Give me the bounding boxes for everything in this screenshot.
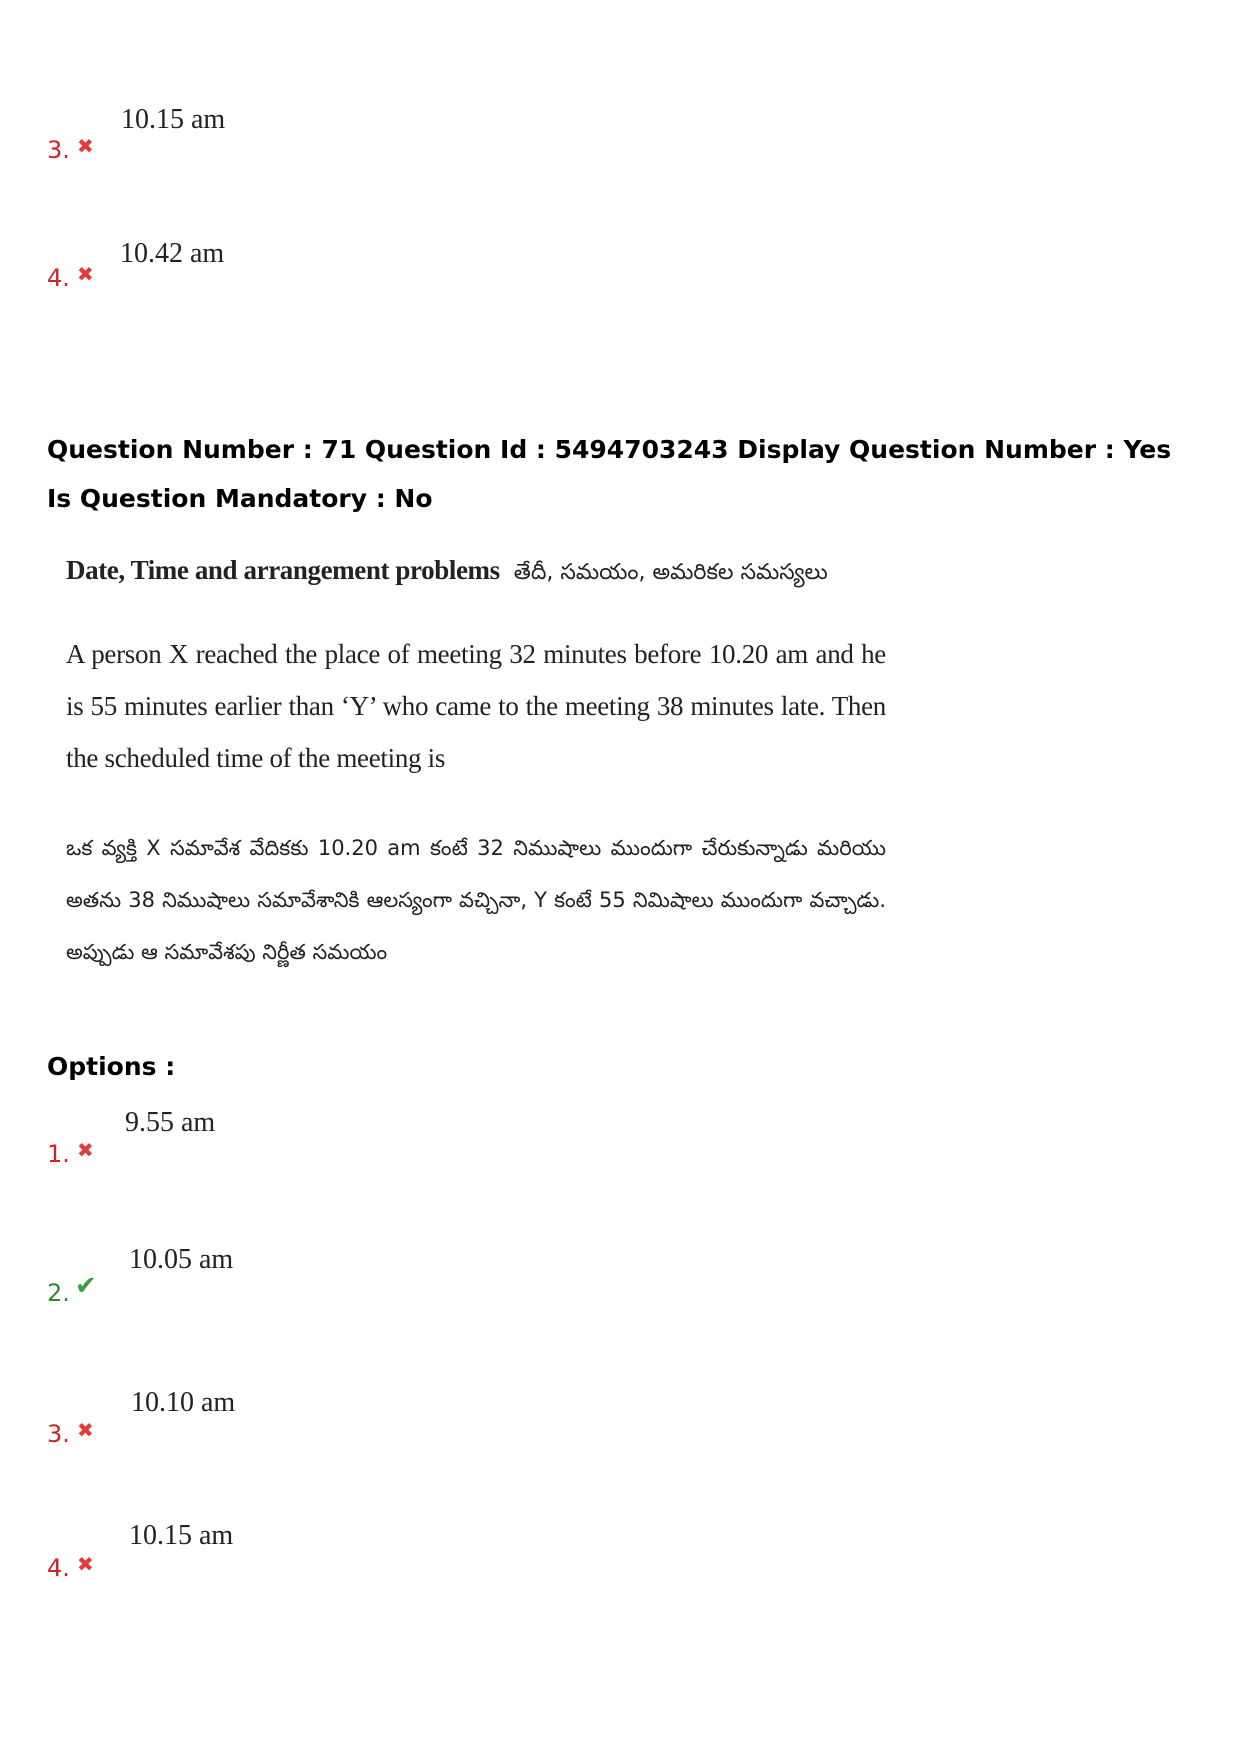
question-header: Question Number : 71 Question Id : 5494703243 Display Question Number : Yes Is Question Mandatory : No <box>47 435 1172 513</box>
question-text-english: A person X reached the place of meeting 32 minutes before 10.20 am and he is 55 minutes earlier than ‘Y’ who came to the meeting 38 minutes late. Then the scheduled time of the meeting is <box>66 639 886 773</box>
option-number: 4. <box>47 1554 70 1582</box>
topic-english: Date, Time and arrangement problems <box>66 555 500 585</box>
cross-icon: ✖ <box>77 1138 94 1162</box>
check-icon: ✔ <box>75 1271 97 1301</box>
cross-icon: ✖ <box>77 1552 94 1576</box>
option-value: 10.15 am <box>121 104 226 135</box>
question-body <box>66 555 886 978</box>
topic-telugu: తేదీ, సమయం, అమరికల సమస్యలు <box>513 560 828 585</box>
cross-icon: ✖ <box>77 262 94 286</box>
option-number: 3. <box>47 136 70 164</box>
option-value: 10.10 am <box>131 1387 236 1418</box>
question-text-telugu: ఒక వ్యక్తి X సమావేశ వేదికకు 10.20 am కంటే 32 నిముషాలు ముందుగా చేరుకున్నాడు మరియు అతను 38 నిముషాలు సమావేశానికి ఆలస్యంగా వచ్చినా, Y కంటే 55 నిమిషాలు ముందుగా వచ్చాడు. అప్పుడు ఆ సమావేశపు నిర్ణీత సమయం <box>66 836 886 964</box>
option-value: 10.42 am <box>120 238 225 269</box>
option-number: 3. <box>47 1420 70 1448</box>
option-number: 2. <box>47 1279 70 1307</box>
cross-icon: ✖ <box>77 1418 94 1442</box>
options-label: Options : <box>47 1052 176 1081</box>
option-value: 10.05 am <box>129 1244 234 1275</box>
cross-icon: ✖ <box>77 134 94 158</box>
question-topic <box>66 555 886 590</box>
option-value: 10.15 am <box>129 1520 234 1551</box>
option-number: 1. <box>47 1140 70 1168</box>
option-value: 9.55 am <box>125 1107 216 1138</box>
option-number: 4. <box>47 264 70 292</box>
